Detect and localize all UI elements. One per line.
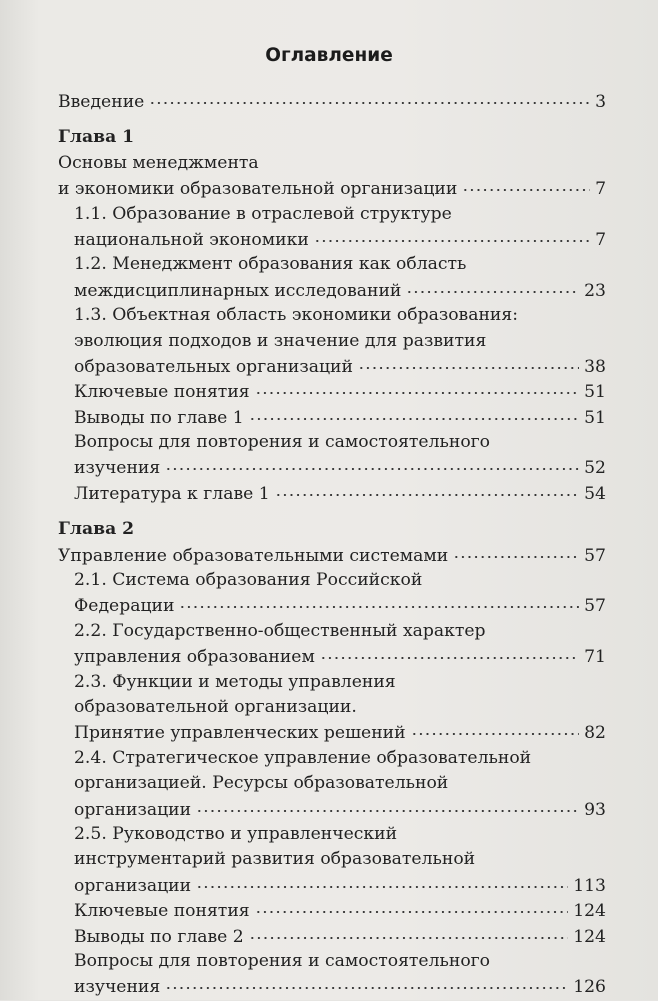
toc-entry[interactable] (58, 151, 606, 202)
dot-leader (249, 404, 579, 422)
toc-entry[interactable] (58, 619, 606, 670)
page-title: Оглавление (265, 45, 393, 66)
toc-entry-text: междисциплинарных исследований (74, 280, 402, 301)
table-of-contents (58, 89, 606, 1000)
page-number: 113 (573, 875, 606, 896)
toc-entry-text: 1.3. Объектная область экономики образования: (74, 305, 519, 326)
page-number: 82 (584, 723, 606, 744)
page-number: 51 (584, 382, 606, 403)
toc-entry-last-line (74, 227, 606, 252)
toc-entry[interactable] (58, 303, 606, 379)
toc-entry-text: 2.5. Руководство и управленческий (74, 823, 398, 844)
dot-leader (406, 277, 579, 295)
toc-entry-text: эволюция подходов и значение для развития (74, 330, 487, 351)
toc-entry-text: Вопросы для повторения и самостоятельного (74, 432, 491, 453)
toc-entry-last-line (74, 379, 606, 404)
toc-entry-last-line (58, 176, 606, 201)
dot-leader (358, 353, 579, 371)
toc-entry[interactable] (58, 746, 606, 822)
page-number: 57 (584, 545, 606, 566)
toc-entry-last-line (58, 543, 606, 568)
toc-entry-text: и экономики образовательной организации (58, 179, 458, 200)
toc-entry-text: управления образованием (74, 647, 315, 668)
toc-entry-last-line (74, 644, 606, 669)
toc-entry-last-line (74, 974, 606, 999)
toc-entry-text: Выводы по главе 2 (74, 926, 244, 947)
toc-entry[interactable] (58, 543, 606, 568)
toc-entry-last-line (74, 797, 606, 822)
toc-entry-text: образовательных организаций (74, 356, 353, 377)
page-number: 51 (584, 407, 606, 428)
page-number: 52 (584, 458, 606, 479)
toc-entry-text: 1.2. Менеджмент образования как область (74, 254, 467, 275)
page-number: 7 (595, 229, 606, 250)
dot-leader (255, 378, 580, 396)
page-number: 124 (573, 926, 606, 947)
toc-entry-last-line (74, 405, 606, 430)
toc-entry-text: 1.1. Образование в отраслевой структуре (74, 203, 452, 224)
toc-entry-last-line (74, 924, 606, 949)
toc-entry-text: 2.2. Государственно-общественный характер (74, 620, 486, 641)
toc-entry-last-line (74, 898, 606, 923)
page-number: 93 (584, 799, 606, 820)
dot-leader (165, 454, 579, 472)
toc-entry-last-line (74, 873, 606, 898)
toc-entry-text: организации (74, 875, 192, 896)
toc-entry-last-line (74, 455, 606, 480)
toc-entry-text: Федерации (74, 596, 175, 617)
toc-entry-text: организацией. Ресурсы образовательной (74, 773, 449, 794)
toc-entry-text: Ключевые понятия (74, 382, 250, 403)
toc-entry-last-line (58, 89, 606, 114)
toc-entry-last-line (74, 278, 606, 303)
toc-entry[interactable] (58, 924, 606, 949)
dot-leader (196, 872, 568, 890)
toc-entry[interactable] (58, 898, 606, 923)
toc-entry-text: Основы менеджмента (58, 152, 259, 173)
toc-entry-text: Выводы по главе 1 (74, 407, 244, 428)
toc-entry-last-line (74, 481, 606, 506)
page-number: 7 (595, 179, 606, 200)
dot-leader (411, 719, 580, 737)
toc-entry-text: 2.1. Система образования Российской (74, 570, 423, 591)
toc-entry[interactable] (58, 405, 606, 430)
dot-leader (249, 923, 568, 941)
dot-leader (453, 542, 579, 560)
dot-leader (196, 796, 579, 814)
toc-entry-text: Введение (58, 92, 145, 112)
chapter-heading: Глава 1 (58, 127, 135, 148)
page-number: 126 (573, 977, 606, 998)
page-number: 23 (584, 280, 606, 301)
toc-entry[interactable] (58, 568, 606, 619)
dot-leader (314, 226, 590, 244)
toc-entry[interactable] (58, 822, 606, 898)
toc-entry[interactable] (58, 430, 606, 481)
toc-entry-text: Вопросы для повторения и самостоятельного (74, 950, 491, 971)
toc-entry[interactable] (58, 202, 606, 253)
toc-entry-text: изучения (74, 977, 161, 998)
toc-entry-text: национальной экономики (74, 229, 309, 250)
chapter-heading: Глава 2 (58, 519, 135, 540)
toc-entry-text: Управление образовательными системами (58, 545, 449, 566)
dot-leader (179, 592, 579, 610)
toc-entry-text: инструментарий развития образовательной (74, 849, 476, 870)
toc-entry[interactable] (58, 670, 606, 746)
toc-entry-last-line (74, 593, 606, 618)
toc-entry-text: Ключевые понятия (74, 901, 250, 922)
toc-entry[interactable] (58, 89, 606, 114)
toc-entry-last-line (74, 354, 606, 379)
toc-entry-text: Литература к главе 1 (74, 483, 270, 504)
toc-entry-text: Принятие управленческих решений (74, 723, 406, 744)
page-number: 124 (573, 901, 606, 922)
dot-leader (255, 897, 569, 915)
toc-entry[interactable] (58, 949, 606, 1000)
page-number: 38 (584, 356, 606, 377)
toc-entry-text: образовательной организации. (74, 696, 357, 717)
toc-entry-text: 2.4. Стратегическое управление образовательной (74, 747, 532, 768)
dot-leader (165, 973, 568, 991)
dot-leader (275, 480, 579, 498)
page-number: 71 (584, 647, 606, 668)
toc-entry-text: организации (74, 799, 192, 820)
toc-entry-text: изучения (74, 458, 161, 479)
page-number: 57 (584, 596, 606, 617)
toc-entry-last-line (74, 720, 606, 745)
dot-leader (320, 643, 579, 661)
toc-entry[interactable] (58, 481, 606, 506)
toc-entry-text: 2.3. Функции и методы управления (74, 671, 396, 692)
page-number: 54 (584, 483, 606, 504)
toc-entry[interactable] (58, 252, 606, 303)
dot-leader (149, 88, 590, 106)
dot-leader (462, 175, 590, 193)
page-number: 3 (595, 92, 606, 112)
toc-entry[interactable] (58, 379, 606, 404)
